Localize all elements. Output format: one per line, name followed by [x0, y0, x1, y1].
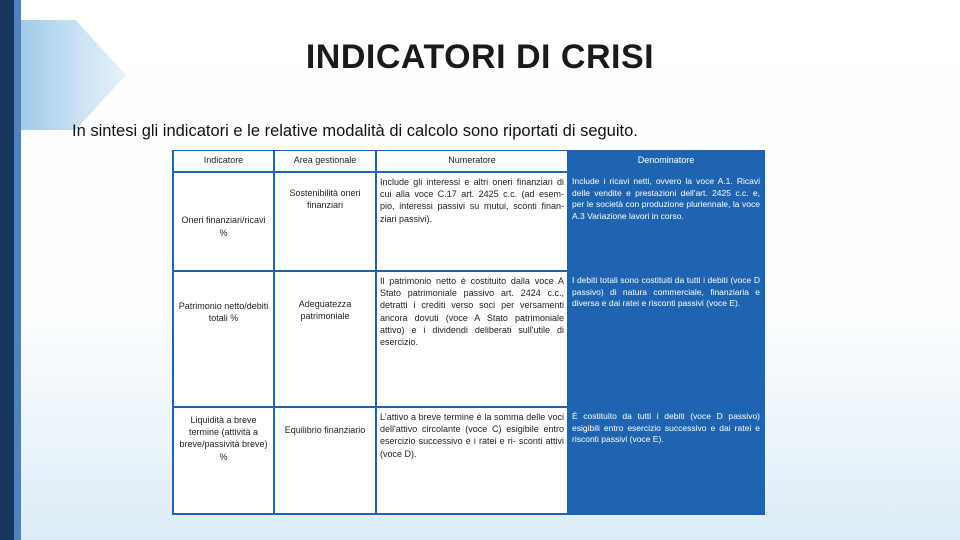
sidebar-mid-stripe — [14, 0, 21, 540]
row1-numeratore: Include gli interessi e altri oneri finanziari di cui alla voce C.17 art. 2425 c.c. (ad esem- pio, interessi passivi su mutui, sconti finan- ziari passivi). — [377, 173, 567, 270]
row3-numeratore: L'attivo a breve termine è la somma delle voci dell'attivo circolante (voce C) esigibile entro esercizio successivo e i ratei e ri- sconti attivi (voce D). — [377, 408, 567, 513]
header-area: Area gestionale — [275, 151, 375, 171]
row1-area: Sostenibilità oneri finanziari — [275, 173, 375, 270]
row2-area: Adeguatezza patrimoniale — [275, 272, 375, 406]
row1-denominatore: Include i ricavi netti, ovvero la voce A.1. Ricavi delle vendite e prestazioni dell'art. 2425 c.c. e, per le società con produzione pluriennale, la voce A.3 Variazione lavori in corso. — [569, 173, 763, 270]
row2-indicatore: Patrimonio netto/debiti totali % — [174, 272, 273, 406]
row3-area: Equilibrio finanziario — [275, 408, 375, 513]
slide-title: INDICATORI DI CRISI — [305, 38, 655, 76]
row2-denominatore: I debiti totali sono costituiti da tutti i debiti (voce D passivo) di natura commerciale, finanziaria e diversa e dai ratei e risconti passivi (voce E). — [569, 272, 763, 406]
sidebar-dark-stripe — [0, 0, 14, 540]
indicators-table — [172, 150, 765, 515]
slide-subtitle: In sintesi gli indicatori e le relative modalità di calcolo sono riportati di seguito. — [72, 122, 638, 140]
row1-indicatore: Oneri finanziari/ricavi % — [174, 173, 273, 270]
row3-denominatore: È costituito da tutti i debiti (voce D passivo) esigibili entro esercizio successivo e dai ratei e risconti passivi (voce E). — [569, 408, 763, 513]
row2-numeratore: Il patrimonio netto è costituito dalla voce A Stato patrimoniale passivo art. 2424 c.c., detratti i crediti verso soci per versamenti ancora dovuti (voce A Stato patrimoniale attivo) e i dividendi deliberati sull'utile di esercizio. — [377, 272, 567, 406]
header-denominatore: Denominatore — [569, 151, 763, 171]
header-indicatore: Indicatore — [174, 151, 273, 171]
header-numeratore: Numeratore — [377, 151, 567, 171]
row3-indicatore: Liquidità a breve termine (attività a breve/passività breve) % — [174, 408, 273, 513]
